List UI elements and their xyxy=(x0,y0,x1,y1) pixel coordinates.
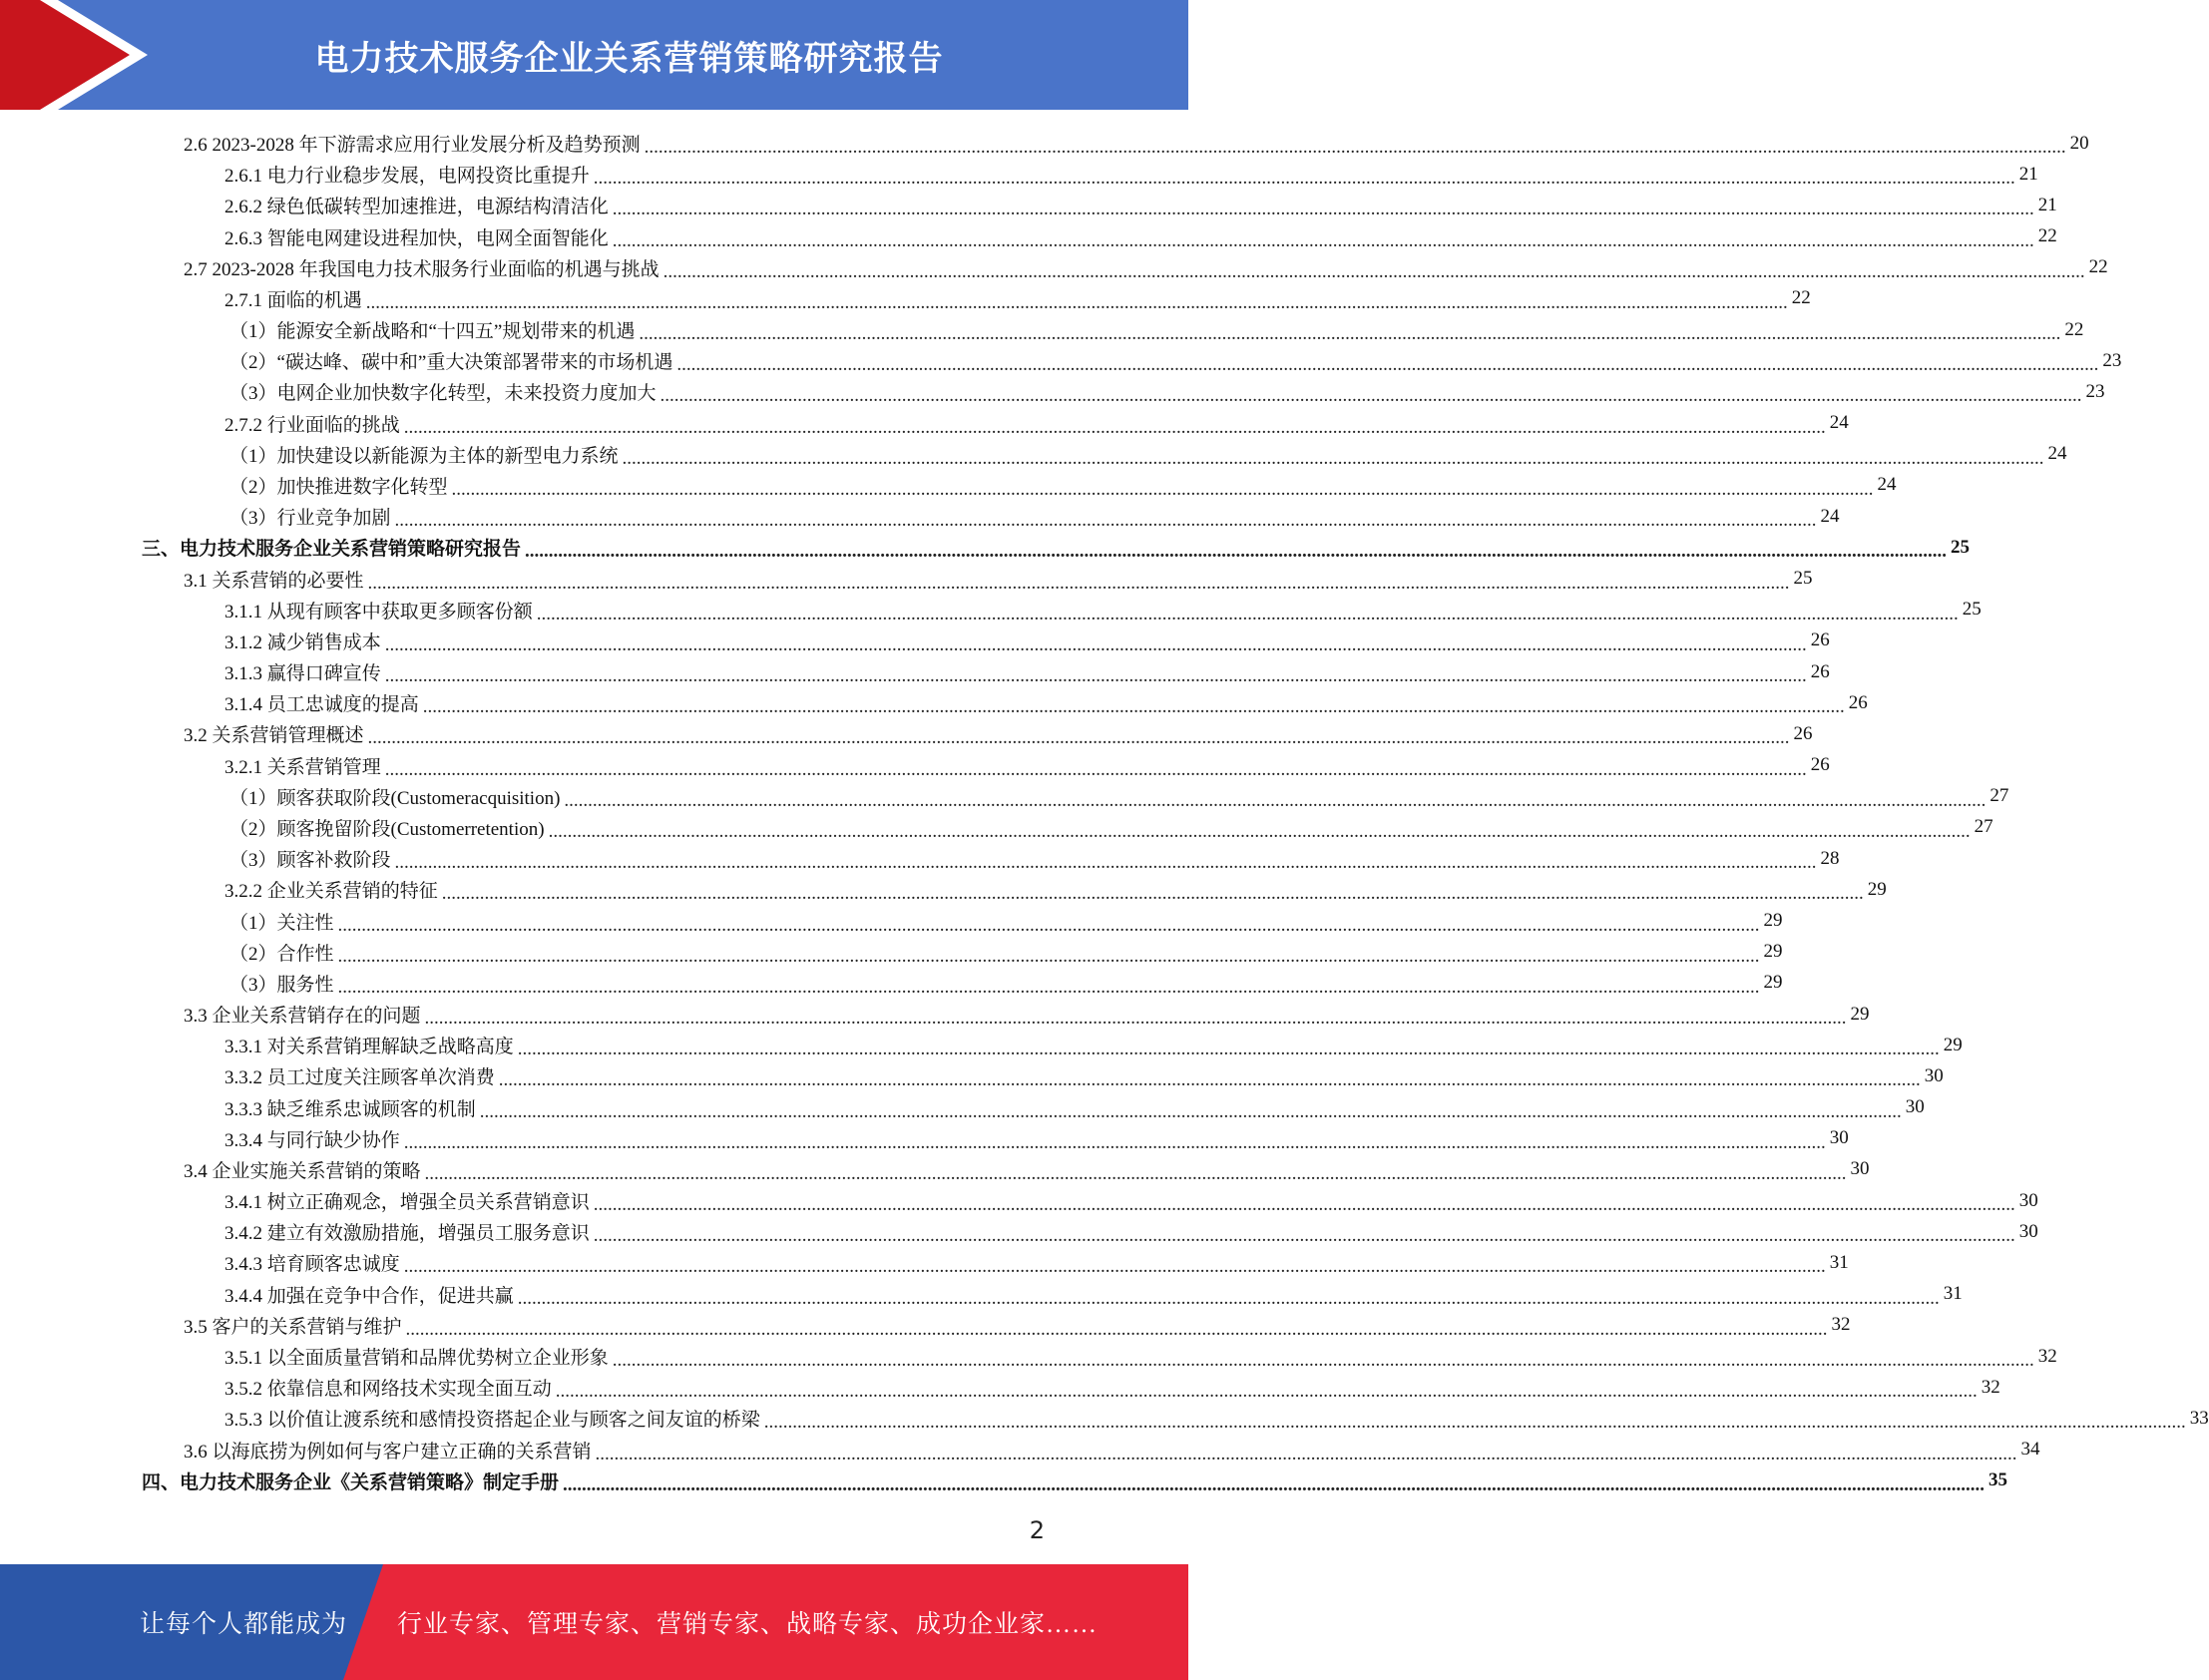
toc-entry[interactable] xyxy=(229,376,2105,407)
toc-entry[interactable] xyxy=(224,1341,2057,1372)
toc-entry-page: 21 xyxy=(2018,163,2038,185)
toc-leader-dots: ............................................................................................................................................................................................................................................................................................................ xyxy=(563,1473,1986,1495)
toc-leader-dots: ............................................................................................................................................................................................................................................................................................................ xyxy=(479,1100,1902,1122)
toc-entry[interactable] xyxy=(229,439,2067,470)
toc-entry-label: 3.4.2 建立有效激励措施，增强员工服务意识 xyxy=(224,1223,590,1245)
page-header xyxy=(0,0,1188,110)
toc-leader-dots: ............................................................................................................................................................................................................................................................................................................ xyxy=(365,291,1788,313)
toc-entry-label: 3.3.2 员工过度关注顾客单次消费 xyxy=(224,1067,495,1089)
toc-entry-page: 27 xyxy=(1989,785,2009,807)
toc-entry-label: 3.1.4 员工忠诚度的提高 xyxy=(224,694,419,716)
footer-slogan-right: 行业专家、管理专家、营销专家、战略专家、成功企业家…… xyxy=(397,1611,1099,1638)
toc-entry-label: （3）服务性 xyxy=(229,974,334,996)
toc-leader-dots: ............................................................................................................................................................................................................................................................................................................ xyxy=(367,727,1790,749)
toc-leader-dots: ............................................................................................................................................................................................................................................................................................................ xyxy=(403,1131,1826,1153)
toc-entry[interactable] xyxy=(224,159,2038,190)
toc-entry-label: 2.7.1 面临的机遇 xyxy=(224,289,362,311)
toc-entry-page: 21 xyxy=(2037,194,2057,215)
toc-entry-page: 28 xyxy=(1820,847,1840,869)
toc-entry-label: 3.5.2 依靠信息和网络技术实现全面互动 xyxy=(224,1379,552,1401)
toc-entry-page: 26 xyxy=(1848,691,1868,713)
toc-entry-label: 3.3.4 与同行缺少协作 xyxy=(224,1129,400,1151)
toc-entry-page: 32 xyxy=(1831,1314,1851,1336)
toc-entry[interactable] xyxy=(229,843,1840,874)
toc-entry-page: 30 xyxy=(1829,1127,1849,1149)
toc-leader-dots: ............................................................................................................................................................................................................................................................................................................ xyxy=(441,883,1864,905)
toc-entry[interactable] xyxy=(224,408,1849,439)
toc-entry[interactable] xyxy=(229,781,2009,812)
toc-entry-label: （3）电网企业加快数字化转型，未来投资力度加大 xyxy=(229,383,657,405)
toc-entry-label: 3.2.2 企业关系营销的特征 xyxy=(224,881,438,903)
toc-entry-page: 31 xyxy=(1943,1283,1963,1305)
toc-entry[interactable] xyxy=(224,656,1830,687)
toc-entry[interactable] xyxy=(229,906,1783,937)
toc-leader-dots: ............................................................................................................................................................................................................................................................................................................ xyxy=(394,510,1817,532)
toc-entry-page: 30 xyxy=(1924,1064,1944,1086)
footer-slogan-left: 让每个人都能成为 xyxy=(140,1611,348,1638)
toc-entry-page: 29 xyxy=(1943,1034,1963,1055)
toc-leader-dots: ............................................................................................................................................................................................................................................................................................................ xyxy=(663,260,2085,282)
toc-entry-page: 29 xyxy=(1763,910,1783,931)
toc-entry-page: 30 xyxy=(2018,1189,2038,1211)
toc-entry[interactable] xyxy=(224,874,1887,905)
toc-leader-dots: ............................................................................................................................................................................................................................................................................................................ xyxy=(384,758,1807,780)
toc-entry-label: （1）能源安全新战略和“十四五”规划带来的机遇 xyxy=(229,321,636,343)
toc-entry-page: 35 xyxy=(1988,1470,2008,1491)
toc-entry-label: 2.6.3 智能电网建设进程加快，电网全面智能化 xyxy=(224,227,609,249)
toc-entry-page: 22 xyxy=(2064,318,2084,340)
toc-leader-dots: ............................................................................................................................................................................................................................................................................................................ xyxy=(367,572,1790,594)
toc-entry-label: 2.6.2 绿色低碳转型加速推进，电源结构清洁化 xyxy=(224,197,609,218)
toc-leader-dots: ............................................................................................................................................................................................................................................................................................................ xyxy=(517,1287,1940,1309)
toc-entry-label: （2）“碳达峰、碳中和”重大决策部署带来的市场机遇 xyxy=(229,352,673,374)
toc-leader-dots: ............................................................................................................................................................................................................................................................................................................ xyxy=(644,137,2066,158)
toc-entry-page: 29 xyxy=(1867,878,1887,900)
page-number: 2 xyxy=(1029,1516,1045,1544)
toc-leader-dots: ............................................................................................................................................................................................................................................................................................................ xyxy=(548,820,1971,842)
toc-entry[interactable] xyxy=(142,532,1971,563)
toc-entry[interactable] xyxy=(224,1372,2000,1403)
toc-leader-dots: ............................................................................................................................................................................................................................................................................................................ xyxy=(384,665,1807,687)
toc-entry-label: （2）顾客挽留阶段(Customerretention) xyxy=(229,818,545,840)
toc-leader-dots: ............................................................................................................................................................................................................................................................................................................ xyxy=(595,1443,2017,1465)
toc-entry-page: 23 xyxy=(2085,380,2105,402)
toc-leader-dots: ............................................................................................................................................................................................................................................................................................................ xyxy=(612,1350,2034,1372)
toc-leader-dots: ............................................................................................................................................................................................................................................................................................................ xyxy=(337,976,1760,998)
toc-entry[interactable] xyxy=(184,718,1813,749)
toc-entry[interactable] xyxy=(184,1310,1851,1341)
toc-entry-label: （2）加快推进数字化转型 xyxy=(229,476,448,498)
toc-entry-page: 30 xyxy=(2018,1220,2038,1242)
toc-entry-label: （1）加快建设以新能源为主体的新型电力系统 xyxy=(229,445,619,467)
toc-entry-page: 26 xyxy=(1793,722,1813,744)
toc-entry[interactable] xyxy=(142,1466,2008,1496)
toc-entry-page: 29 xyxy=(1763,941,1783,963)
toc-entry-label: 3.5.1 以全面质量营销和品牌优势树立企业形象 xyxy=(224,1348,609,1370)
toc-entry[interactable] xyxy=(224,190,2057,220)
toc-entry-page: 24 xyxy=(2047,443,2067,465)
toc-entry[interactable] xyxy=(184,128,2089,159)
toc-entry-page: 33 xyxy=(2189,1407,2209,1429)
toc-entry-label: （3）行业竞争加剧 xyxy=(229,508,391,530)
toc-entry-page: 24 xyxy=(1829,412,1849,434)
toc-entry[interactable] xyxy=(229,501,1840,532)
toc-leader-dots: ............................................................................................................................................................................................................................................................................................................ xyxy=(763,1412,2186,1434)
toc-entry-label: （2）合作性 xyxy=(229,943,334,965)
toc-entry[interactable] xyxy=(184,564,1813,595)
toc-leader-dots: ............................................................................................................................................................................................................................................................................................................ xyxy=(403,416,1826,438)
toc-entry-label: 3.4.4 加强在竞争中合作，促进共赢 xyxy=(224,1285,514,1307)
toc-leader-dots: ............................................................................................................................................................................................................................................................................................................ xyxy=(405,1318,1828,1340)
toc-entry[interactable] xyxy=(224,1403,2209,1434)
toc-entry[interactable] xyxy=(224,626,1830,656)
toc-leader-dots: ............................................................................................................................................................................................................................................................................................................ xyxy=(424,1008,1847,1030)
toc-entry[interactable] xyxy=(224,1030,1963,1060)
toc-leader-dots: ............................................................................................................................................................................................................................................................................................................ xyxy=(676,354,2099,376)
toc-entry[interactable] xyxy=(229,812,1993,843)
toc-entry[interactable] xyxy=(184,1435,2040,1466)
toc-entry-label: 3.6 以海底捞为例如何与客户建立正确的关系营销 xyxy=(184,1441,592,1463)
toc-entry-page: 32 xyxy=(2037,1345,2057,1367)
toc-entry-label: （3）顾客补救阶段 xyxy=(229,850,391,872)
toc-entry-page: 30 xyxy=(1905,1096,1925,1118)
toc-entry-page: 34 xyxy=(2020,1439,2040,1461)
toc-entry[interactable] xyxy=(229,937,1783,968)
toc-entry[interactable] xyxy=(229,314,2084,345)
toc-entry-page: 29 xyxy=(1850,1003,1870,1025)
toc-entry-label: 3.1 关系营销的必要性 xyxy=(184,570,364,592)
toc-entry-page: 23 xyxy=(2102,349,2122,371)
toc-entry-label: 3.5.3 以价值让渡系统和感情投资搭起企业与顾客之间友谊的桥梁 xyxy=(224,1410,760,1432)
toc-entry-label: 3.3.1 对关系营销理解缺乏战略高度 xyxy=(224,1037,514,1058)
toc-entry[interactable] xyxy=(224,1123,1849,1154)
toc-entry[interactable] xyxy=(229,968,1783,999)
toc-entry-page: 25 xyxy=(1951,536,1971,558)
toc-leader-dots: ............................................................................................................................................................................................................................................................................................................ xyxy=(639,323,2061,345)
toc-entry[interactable] xyxy=(184,999,1870,1030)
header-arrow-graphic xyxy=(0,0,160,110)
toc-leader-dots: ............................................................................................................................................................................................................................................................................................................ xyxy=(337,945,1760,967)
toc-entry-page: 22 xyxy=(1791,287,1811,309)
toc-entry-label: 三、电力技术服务企业关系营销策略研究报告 xyxy=(142,539,522,561)
toc-leader-dots: ............................................................................................................................................................................................................................................................................................................ xyxy=(337,914,1760,936)
toc-leader-dots: ............................................................................................................................................................................................................................................................................................................ xyxy=(451,478,1874,500)
toc-entry[interactable] xyxy=(184,1154,1870,1185)
toc-entry-page: 24 xyxy=(1820,505,1840,527)
toc-entry-page: 30 xyxy=(1850,1158,1870,1180)
toc-leader-dots: ............................................................................................................................................................................................................................................................................................................ xyxy=(593,1194,2015,1216)
toc-entry-page: 24 xyxy=(1877,474,1897,496)
toc-entry[interactable] xyxy=(224,1216,2038,1247)
toc-entry-page: 22 xyxy=(2088,256,2108,278)
toc-entry-page: 31 xyxy=(1829,1251,1849,1273)
toc-entry-label: （1）顾客获取阶段(Customeracquisition) xyxy=(229,787,561,809)
toc-entry[interactable] xyxy=(224,595,1982,626)
toc-leader-dots: ............................................................................................................................................................................................................................................................................................................ xyxy=(593,1225,2015,1247)
toc-entry-label: 3.1.2 减少销售成本 xyxy=(224,631,381,653)
toc-entry[interactable] xyxy=(224,1060,1944,1091)
toc-entry-page: 20 xyxy=(2069,132,2089,154)
toc-leader-dots: ............................................................................................................................................................................................................................................................................................................ xyxy=(424,1162,1847,1184)
header-title: 电力技术服务企业关系营销策略研究报告 xyxy=(314,38,944,79)
toc-leader-dots: ............................................................................................................................................................................................................................................................................................................ xyxy=(498,1069,1921,1091)
toc-entry-label: 四、电力技术服务企业《关系营销策略》制定手册 xyxy=(142,1471,560,1493)
toc-entry[interactable] xyxy=(229,470,1897,501)
toc-entry-label: 3.4 企业实施关系营销的策略 xyxy=(184,1160,421,1182)
toc-entry[interactable] xyxy=(224,687,1868,718)
toc-entry-label: 3.4.1 树立正确观念，增强全员关系营销意识 xyxy=(224,1192,590,1214)
toc-leader-dots: ............................................................................................................................................................................................................................................................................................................ xyxy=(403,1256,1826,1278)
toc-entry[interactable] xyxy=(224,1279,1963,1310)
toc-entry-page: 27 xyxy=(1974,816,1993,838)
toc-entry[interactable] xyxy=(224,221,2057,252)
toc-leader-dots: ............................................................................................................................................................................................................................................................................................................ xyxy=(555,1381,1978,1403)
toc-leader-dots: ............................................................................................................................................................................................................................................................................................................ xyxy=(422,696,1845,718)
toc-entry-page: 25 xyxy=(1962,599,1982,621)
toc-leader-dots: ............................................................................................................................................................................................................................................................................................................ xyxy=(394,852,1817,874)
toc-entry-page: 22 xyxy=(2037,225,2057,247)
toc-entry-label: 2.6.1 电力行业稳步发展，电网投资比重提升 xyxy=(224,166,590,188)
toc-leader-dots: ............................................................................................................................................................................................................................................................................................................ xyxy=(564,789,1987,811)
toc-entry-label: 2.7.2 行业面临的挑战 xyxy=(224,414,400,436)
toc-entry-page: 26 xyxy=(1810,630,1830,651)
toc-entry-label: 3.2 关系营销管理概述 xyxy=(184,725,364,747)
page-footer xyxy=(0,1564,1188,1680)
toc-leader-dots: ............................................................................................................................................................................................................................................................................................................ xyxy=(517,1039,1940,1060)
toc-entry-label: 3.2.1 关系营销管理 xyxy=(224,756,381,778)
toc-leader-dots: ............................................................................................................................................................................................................................................................................................................ xyxy=(612,229,2034,251)
toc-leader-dots: ............................................................................................................................................................................................................................................................................................................ xyxy=(660,385,2082,407)
toc-entry-label: 3.4.3 培育顾客忠诚度 xyxy=(224,1254,400,1276)
toc-entry-label: （1）关注性 xyxy=(229,912,334,934)
toc-entry[interactable] xyxy=(184,252,2108,283)
toc-leader-dots: ............................................................................................................................................................................................................................................................................................................ xyxy=(612,199,2034,220)
toc-entry[interactable] xyxy=(224,750,1830,781)
toc-entry-label: 3.3 企业关系营销存在的问题 xyxy=(184,1006,421,1028)
toc-entry-page: 26 xyxy=(1810,754,1830,776)
toc-leader-dots: ............................................................................................................................................................................................................................................................................................................ xyxy=(384,633,1807,655)
toc-entry-label: 3.1.1 从现有顾客中获取更多顾客份额 xyxy=(224,601,533,623)
toc-entry[interactable] xyxy=(229,345,2122,376)
toc-leader-dots: ............................................................................................................................................................................................................................................................................................................ xyxy=(525,541,1948,563)
toc-entry[interactable] xyxy=(224,1185,2038,1216)
toc-entry[interactable] xyxy=(224,283,1811,314)
toc-leader-dots: ............................................................................................................................................................................................................................................................................................................ xyxy=(536,603,1959,625)
toc-entry-page: 26 xyxy=(1810,660,1830,682)
toc-entry[interactable] xyxy=(224,1092,1925,1123)
toc-entry-page: 29 xyxy=(1763,972,1783,994)
toc-leader-dots: ............................................................................................................................................................................................................................................................................................................ xyxy=(622,447,2044,469)
toc-entry-page: 25 xyxy=(1793,568,1813,590)
toc-entry-label: 2.6 2023-2028 年下游需求应用行业发展分析及趋势预测 xyxy=(184,135,641,156)
toc-leader-dots: ............................................................................................................................................................................................................................................................................................................ xyxy=(593,168,2015,190)
toc-entry-page: 32 xyxy=(1981,1376,2000,1398)
toc-entry-label: 3.5 客户的关系营销与维护 xyxy=(184,1316,402,1338)
toc-entry-label: 3.1.3 赢得口碑宣传 xyxy=(224,663,381,685)
toc-entry-label: 2.7 2023-2028 年我国电力技术服务行业面临的机遇与挑战 xyxy=(184,258,660,280)
toc-entry[interactable] xyxy=(224,1247,1849,1278)
toc-entry-label: 3.3.3 缺乏维系忠诚顾客的机制 xyxy=(224,1098,476,1120)
